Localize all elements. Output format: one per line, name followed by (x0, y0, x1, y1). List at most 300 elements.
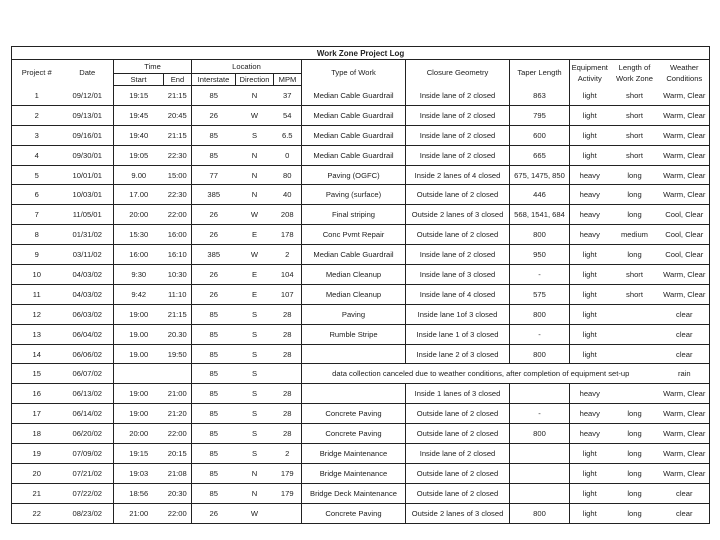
cell-mpm: 28 (274, 384, 302, 404)
cell-mpm: 179 (274, 463, 302, 483)
cell-direction: S (236, 324, 274, 344)
cell-equipment: light (570, 265, 610, 285)
cell-interstate: 85 (192, 404, 236, 424)
cell-project: 6 (12, 185, 62, 205)
cell-weather: Cool, Clear (660, 225, 710, 245)
table-body (12, 86, 710, 524)
cell-project: 14 (12, 344, 62, 364)
cell-mpm (274, 503, 302, 523)
cell-length (610, 344, 660, 364)
work-zone-table (11, 46, 710, 524)
cell-direction: N (236, 145, 274, 165)
cell-interstate: 77 (192, 165, 236, 185)
cell-equipment: heavy (570, 225, 610, 245)
cell-date: 07/09/02 (62, 444, 114, 464)
cell-work: Bridge Deck Maintenance (302, 483, 406, 503)
cell-closure: Inside lane of 2 closed (406, 105, 510, 125)
col-mpm: MPM (274, 74, 302, 86)
cell-start (114, 364, 164, 384)
cell-start: 20:00 (114, 205, 164, 225)
cell-end: 22:30 (164, 145, 192, 165)
cell-start: 19:00 (114, 304, 164, 324)
cell-length: long (610, 483, 660, 503)
cell-end: 22:00 (164, 424, 192, 444)
cell-weather: Warm, Clear (660, 444, 710, 464)
cell-end: 19:50 (164, 344, 192, 364)
cell-length: short (610, 86, 660, 106)
col-weather: Weather Conditions (660, 60, 710, 86)
cell-project: 9 (12, 245, 62, 265)
cell-work: Rumble Stripe (302, 324, 406, 344)
cell-work: Conc Pvmt Repair (302, 225, 406, 245)
cell-start: 19:15 (114, 444, 164, 464)
cell-date: 06/03/02 (62, 304, 114, 324)
col-time: Time (114, 60, 192, 74)
cell-date: 07/21/02 (62, 463, 114, 483)
cell-weather: Warm, Clear (660, 284, 710, 304)
cell-end: 20.30 (164, 324, 192, 344)
cell-direction: S (236, 125, 274, 145)
cell-equipment: heavy (570, 185, 610, 205)
cell-end: 21:15 (164, 304, 192, 324)
cell-taper: 800 (510, 503, 570, 523)
cell-project: 20 (12, 463, 62, 483)
cell-work: Median Cable Guardrail (302, 86, 406, 106)
cell-project: 21 (12, 483, 62, 503)
cell-project: 17 (12, 404, 62, 424)
cell-taper: 950 (510, 245, 570, 265)
cell-weather: clear (660, 304, 710, 324)
cell-closure: Outside lane of 2 closed (406, 463, 510, 483)
cell-work: Concrete Paving (302, 503, 406, 523)
cell-weather: Warm, Clear (660, 384, 710, 404)
cell-end: 21:15 (164, 86, 192, 106)
cell-weather: Cool, Clear (660, 245, 710, 265)
cell-work: Bridge Maintenance (302, 444, 406, 464)
cell-equipment: heavy (570, 404, 610, 424)
cell-work: Median Cleanup (302, 284, 406, 304)
cell-interstate: 26 (192, 105, 236, 125)
cell-taper: 795 (510, 105, 570, 125)
cell-taper: - (510, 324, 570, 344)
cell-project: 19 (12, 444, 62, 464)
cell-direction: E (236, 225, 274, 245)
cell-project: 12 (12, 304, 62, 324)
table-row (12, 503, 710, 523)
cell-weather: clear (660, 344, 710, 364)
cell-project: 10 (12, 265, 62, 285)
cell-start: 19:40 (114, 125, 164, 145)
cell-taper (510, 463, 570, 483)
cell-mpm: 28 (274, 344, 302, 364)
cell-work: Median Cable Guardrail (302, 105, 406, 125)
cell-closure: Outside lane of 2 closed (406, 483, 510, 503)
cell-mpm: 2 (274, 444, 302, 464)
cell-end: 16:10 (164, 245, 192, 265)
cell-equipment: light (570, 86, 610, 106)
cell-mpm: 208 (274, 205, 302, 225)
cell-weather: Cool, Clear (660, 205, 710, 225)
cell-work: Final striping (302, 205, 406, 225)
cell-direction: S (236, 344, 274, 364)
cell-work: Paving (302, 304, 406, 324)
table-row (12, 483, 710, 503)
cell-taper: 600 (510, 125, 570, 145)
table-row (12, 225, 710, 245)
cell-taper (510, 444, 570, 464)
cell-interstate: 26 (192, 503, 236, 523)
cell-direction: S (236, 384, 274, 404)
cell-weather: clear (660, 483, 710, 503)
cell-interstate: 85 (192, 125, 236, 145)
cell-work: Bridge Maintenance (302, 463, 406, 483)
cell-taper: 568, 1541, 684 (510, 205, 570, 225)
cell-mpm: 28 (274, 404, 302, 424)
cell-mpm: 104 (274, 265, 302, 285)
cell-length: long (610, 424, 660, 444)
table-row (12, 86, 710, 106)
cell-work (302, 384, 406, 404)
table-row (12, 364, 710, 384)
cell-project: 13 (12, 324, 62, 344)
cell-equipment: heavy (570, 424, 610, 444)
cell-direction: N (236, 483, 274, 503)
cell-mpm: 54 (274, 105, 302, 125)
cell-interstate: 385 (192, 245, 236, 265)
cell-project: 11 (12, 284, 62, 304)
cell-start: 9.00 (114, 165, 164, 185)
cell-weather: clear (660, 503, 710, 523)
table-row (12, 324, 710, 344)
cell-taper: - (510, 404, 570, 424)
cell-closure: Outside lane of 2 closed (406, 424, 510, 444)
cell-weather: Warm, Clear (660, 86, 710, 106)
cell-start: 20:00 (114, 424, 164, 444)
cell-length: long (610, 503, 660, 523)
cell-interstate: 85 (192, 364, 236, 384)
col-taper-length: Taper Length (510, 60, 570, 86)
cell-length: long (610, 404, 660, 424)
cell-closure: Outside 2 lanes of 3 closed (406, 205, 510, 225)
cell-start: 19:45 (114, 105, 164, 125)
cell-closure: Outside 2 lanes of 3 closed (406, 503, 510, 523)
cell-direction: W (236, 105, 274, 125)
table-row (12, 284, 710, 304)
cell-work: Concrete Paving (302, 424, 406, 444)
cell-start: 9:30 (114, 265, 164, 285)
cell-direction: N (236, 86, 274, 106)
cell-taper: 665 (510, 145, 570, 165)
cell-date: 07/22/02 (62, 483, 114, 503)
cell-end: 22:30 (164, 185, 192, 205)
cell-end: 21:08 (164, 463, 192, 483)
cell-note: data collection canceled due to weather conditions, after completion of equipment set-up (302, 364, 660, 384)
cell-length: long (610, 463, 660, 483)
cell-direction: W (236, 245, 274, 265)
cell-taper (510, 483, 570, 503)
cell-equipment: light (570, 444, 610, 464)
cell-closure: Inside lane of 3 closed (406, 265, 510, 285)
cell-date: 04/03/02 (62, 284, 114, 304)
cell-project: 2 (12, 105, 62, 125)
cell-equipment: light (570, 483, 610, 503)
cell-closure: Inside lane of 2 closed (406, 444, 510, 464)
cell-end: 10:30 (164, 265, 192, 285)
cell-direction: S (236, 424, 274, 444)
cell-closure: Inside 2 lanes of 4 closed (406, 165, 510, 185)
cell-taper: 800 (510, 424, 570, 444)
cell-length: long (610, 165, 660, 185)
cell-mpm: 179 (274, 483, 302, 503)
cell-mpm: 0 (274, 145, 302, 165)
cell-direction: W (236, 205, 274, 225)
cell-equipment: light (570, 105, 610, 125)
table-row (12, 165, 710, 185)
cell-interstate: 85 (192, 463, 236, 483)
cell-date: 04/03/02 (62, 265, 114, 285)
cell-interstate: 26 (192, 284, 236, 304)
cell-mpm: 80 (274, 165, 302, 185)
cell-equipment: light (570, 344, 610, 364)
table-row (12, 245, 710, 265)
cell-length (610, 324, 660, 344)
cell-weather: Warm, Clear (660, 424, 710, 444)
cell-end: 15:00 (164, 165, 192, 185)
col-location: Location (192, 60, 302, 74)
cell-direction: S (236, 444, 274, 464)
cell-work: Median Cable Guardrail (302, 125, 406, 145)
cell-closure: Inside lane 2 of 3 closed (406, 344, 510, 364)
cell-date: 09/12/01 (62, 86, 114, 106)
cell-direction: S (236, 404, 274, 424)
table-row (12, 185, 710, 205)
cell-project: 5 (12, 165, 62, 185)
cell-work: Paving (OGFC) (302, 165, 406, 185)
cell-closure: Inside lane of 2 closed (406, 145, 510, 165)
cell-start: 9:42 (114, 284, 164, 304)
cell-interstate: 26 (192, 205, 236, 225)
cell-direction: E (236, 265, 274, 285)
cell-start: 19:15 (114, 86, 164, 106)
cell-taper: - (510, 265, 570, 285)
cell-length: short (610, 145, 660, 165)
cell-work: Median Cable Guardrail (302, 245, 406, 265)
table-row (12, 424, 710, 444)
cell-work: Concrete Paving (302, 404, 406, 424)
cell-equipment: light (570, 245, 610, 265)
cell-date: 08/23/02 (62, 503, 114, 523)
cell-weather: Warm, Clear (660, 185, 710, 205)
cell-project: 22 (12, 503, 62, 523)
col-interstate: Interstate (192, 74, 236, 86)
table-row (12, 105, 710, 125)
cell-closure: Inside lane 1 of 3 closed (406, 324, 510, 344)
cell-date: 01/31/02 (62, 225, 114, 245)
cell-weather: Warm, Clear (660, 463, 710, 483)
cell-direction: N (236, 165, 274, 185)
cell-project: 3 (12, 125, 62, 145)
cell-interstate: 85 (192, 483, 236, 503)
cell-start: 19.00 (114, 344, 164, 364)
col-direction: Direction (236, 74, 274, 86)
cell-start: 15:30 (114, 225, 164, 245)
cell-date: 06/06/02 (62, 344, 114, 364)
cell-interstate: 85 (192, 444, 236, 464)
cell-mpm: 37 (274, 86, 302, 106)
cell-weather: Warm, Clear (660, 145, 710, 165)
cell-weather: rain (660, 364, 710, 384)
cell-length: long (610, 205, 660, 225)
cell-weather: Warm, Clear (660, 125, 710, 145)
cell-interstate: 85 (192, 344, 236, 364)
cell-end: 21:15 (164, 125, 192, 145)
cell-interstate: 26 (192, 225, 236, 245)
cell-project: 1 (12, 86, 62, 106)
cell-start: 21:00 (114, 503, 164, 523)
cell-length (610, 384, 660, 404)
work-zone-log (11, 46, 709, 524)
cell-mpm: 107 (274, 284, 302, 304)
cell-equipment: light (570, 125, 610, 145)
cell-project: 18 (12, 424, 62, 444)
cell-interstate: 85 (192, 424, 236, 444)
cell-mpm: 28 (274, 304, 302, 324)
cell-closure: Outside lane of 2 closed (406, 225, 510, 245)
cell-end: 16:00 (164, 225, 192, 245)
cell-weather: Warm, Clear (660, 265, 710, 285)
cell-end (164, 364, 192, 384)
cell-direction: N (236, 463, 274, 483)
col-type-of-work: Type of Work (302, 60, 406, 86)
col-start: Start (114, 74, 164, 86)
cell-date: 06/14/02 (62, 404, 114, 424)
cell-equipment: heavy (570, 384, 610, 404)
cell-interstate: 85 (192, 86, 236, 106)
cell-work (302, 344, 406, 364)
cell-end: 20:15 (164, 444, 192, 464)
cell-start: 19:00 (114, 384, 164, 404)
cell-taper: 800 (510, 225, 570, 245)
col-length: Length of Work Zone (610, 60, 660, 86)
cell-date: 10/03/01 (62, 185, 114, 205)
cell-length: long (610, 444, 660, 464)
cell-equipment: heavy (570, 165, 610, 185)
cell-work: Median Cleanup (302, 265, 406, 285)
cell-date: 11/05/01 (62, 205, 114, 225)
cell-project: 4 (12, 145, 62, 165)
table-row (12, 404, 710, 424)
cell-mpm: 2 (274, 245, 302, 265)
cell-direction: S (236, 364, 274, 384)
cell-date: 06/07/02 (62, 364, 114, 384)
cell-length: short (610, 105, 660, 125)
cell-interstate: 85 (192, 145, 236, 165)
cell-start: 16:00 (114, 245, 164, 265)
cell-interstate: 85 (192, 324, 236, 344)
cell-date: 10/01/01 (62, 165, 114, 185)
cell-project: 7 (12, 205, 62, 225)
cell-interstate: 85 (192, 304, 236, 324)
cell-direction: E (236, 284, 274, 304)
cell-end: 22:00 (164, 205, 192, 225)
cell-date: 09/13/01 (62, 105, 114, 125)
cell-start: 19:03 (114, 463, 164, 483)
cell-end: 20:45 (164, 105, 192, 125)
col-date: Date (62, 60, 114, 86)
cell-taper: 863 (510, 86, 570, 106)
cell-equipment: light (570, 284, 610, 304)
cell-length: short (610, 284, 660, 304)
cell-length (610, 304, 660, 324)
cell-mpm: 6.5 (274, 125, 302, 145)
cell-equipment: light (570, 324, 610, 344)
table-row (12, 145, 710, 165)
cell-taper: 575 (510, 284, 570, 304)
table-row (12, 463, 710, 483)
cell-end: 22:00 (164, 503, 192, 523)
cell-equipment: heavy (570, 205, 610, 225)
cell-direction: N (236, 185, 274, 205)
cell-taper (510, 384, 570, 404)
cell-mpm: 28 (274, 424, 302, 444)
cell-project: 8 (12, 225, 62, 245)
cell-interstate: 385 (192, 185, 236, 205)
table-row (12, 125, 710, 145)
cell-taper: 800 (510, 304, 570, 324)
cell-work: Median Cable Guardrail (302, 145, 406, 165)
cell-mpm (274, 364, 302, 384)
cell-closure: Outside lane of 2 closed (406, 404, 510, 424)
table-row (12, 265, 710, 285)
cell-closure: Inside lane of 2 closed (406, 125, 510, 145)
cell-taper: 675, 1475, 850 (510, 165, 570, 185)
cell-length: short (610, 265, 660, 285)
cell-closure: Outside lane of 2 closed (406, 185, 510, 205)
col-closure-geometry: Closure Geometry (406, 60, 510, 86)
cell-taper: 446 (510, 185, 570, 205)
cell-weather: clear (660, 324, 710, 344)
cell-date: 03/11/02 (62, 245, 114, 265)
cell-start: 19:05 (114, 145, 164, 165)
table-row (12, 344, 710, 364)
cell-date: 06/13/02 (62, 384, 114, 404)
cell-start: 17.00 (114, 185, 164, 205)
cell-date: 09/16/01 (62, 125, 114, 145)
cell-start: 19.00 (114, 324, 164, 344)
cell-mpm: 28 (274, 324, 302, 344)
cell-equipment: light (570, 503, 610, 523)
cell-length: medium (610, 225, 660, 245)
cell-end: 20:30 (164, 483, 192, 503)
cell-closure: Inside lane of 2 closed (406, 86, 510, 106)
cell-date: 06/04/02 (62, 324, 114, 344)
table-title: Work Zone Project Log (12, 47, 710, 60)
cell-mpm: 178 (274, 225, 302, 245)
cell-direction: W (236, 503, 274, 523)
cell-weather: Warm, Clear (660, 404, 710, 424)
cell-equipment: light (570, 463, 610, 483)
cell-start: 19:00 (114, 404, 164, 424)
cell-length: long (610, 245, 660, 265)
col-end: End (164, 74, 192, 86)
cell-weather: Warm, Clear (660, 105, 710, 125)
cell-work: Paving (surface) (302, 185, 406, 205)
cell-closure: Inside lane 1of 3 closed (406, 304, 510, 324)
cell-equipment: light (570, 304, 610, 324)
cell-closure: Inside lane of 2 closed (406, 245, 510, 265)
cell-project: 15 (12, 364, 62, 384)
cell-end: 21:00 (164, 384, 192, 404)
